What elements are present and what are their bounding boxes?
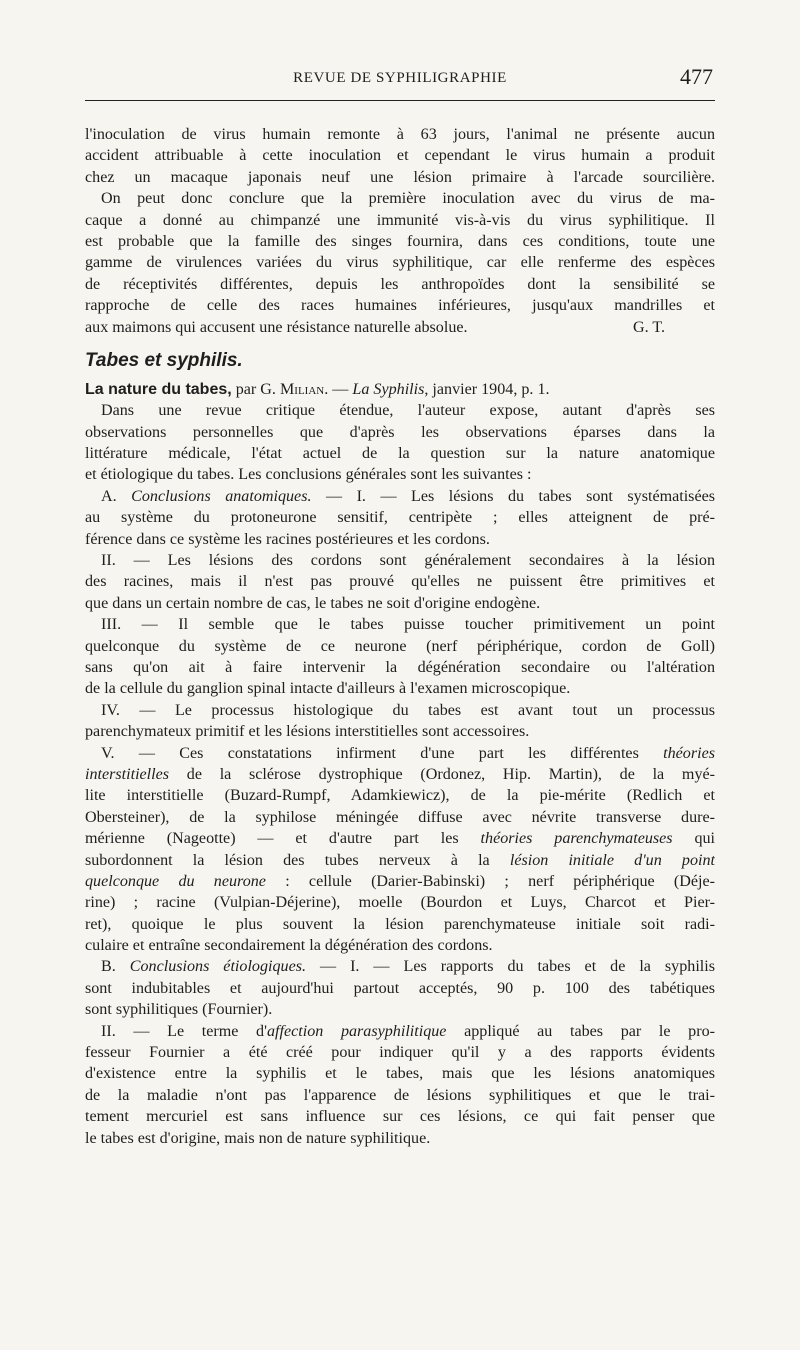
item-v-line <box>85 850 715 871</box>
italic-term: quelconque du neurone <box>85 872 266 890</box>
text-line: fesseur Fournier a été créé pour indiquer qu'il y a des rapports évidents <box>85 1044 715 1062</box>
text-line: Dans une revue critique étendue, l'auteur expose, autant d'après ses <box>101 402 715 420</box>
section-b-line <box>85 956 715 977</box>
text-line: sont indubitables et aujourd'hui partout acceptés, 90 p. 100 des tabétiques <box>85 979 715 997</box>
text-line: que dans un certain nombre de cas, le tabes ne soit d'origine endogène. <box>85 594 541 612</box>
text-line: II. — Les lésions des cordons sont généralement secondaires à la lésion <box>101 552 715 570</box>
article-review <box>85 379 715 1149</box>
italic-term: théories <box>663 744 715 762</box>
text-line: gamme de virulences variées du virus syphilitique, car elle renferme des espèces <box>85 254 715 272</box>
signature: G. T. <box>633 318 666 336</box>
citation-date: , janvier 1904, p. 1. <box>424 380 550 398</box>
page-number: 477 <box>680 64 713 89</box>
citation-dash: . — <box>324 380 353 398</box>
italic-term: affection parasyphilitique <box>266 1022 447 1040</box>
text-line: IV. — Le processus histologique du tabes est avant tout un processus <box>101 701 715 719</box>
text-line: littérature médicale, l'état actuel de la question sur la nature anatomique <box>85 445 715 463</box>
text-fragment: V. — Ces constatations infirment d'une part les différentes <box>101 744 664 762</box>
text-line: sans qu'on ait à faire intervenir la dégénération secondaire ou l'altération <box>85 658 715 676</box>
text-line: et étiologique du tabes. Les conclusions générales sont les suivantes : <box>85 466 532 484</box>
running-title: REVUE DE SYPHILIGRAPHIE <box>293 70 507 86</box>
item-v-line <box>85 764 715 785</box>
text-line-with-signature <box>85 317 715 338</box>
item-v-line <box>85 743 715 764</box>
text-line: au système du protoneurone sensitif, centripète ; elles atteignent de pré- <box>85 509 715 527</box>
section-a-heading: Conclusions anatomiques. <box>131 487 312 505</box>
text-line: quelconque du système de ce neurone (nerf périphérique, cordon de Goll) <box>85 637 715 655</box>
text-line: férence dans ce système les racines postérieures et les cordons. <box>85 530 490 548</box>
text-line: parenchymateux primitif et les lésions interstitielles sont accessoires. <box>85 723 530 741</box>
text-line: chez un macaque japonais neuf une lésion primaire à l'arcade sourcilière. <box>85 168 715 186</box>
journal-name: La Syphilis <box>352 380 425 398</box>
item-b-ii-line <box>85 1021 715 1042</box>
paragraph-inoculation <box>85 124 715 338</box>
text-line: est probable que la famille des singes fournira, dans ces conditions, toute une <box>85 232 715 250</box>
citation-by: par G. <box>231 380 280 398</box>
italic-term: lésion initiale d'un point <box>509 851 715 869</box>
text-line: aux maimons qui accusent une résistance naturelle absolue. <box>85 318 468 336</box>
text-line: accident attribuable à cette inoculation et cependant le virus humain a produit <box>85 147 715 165</box>
text-fragment: appliqué au tabes par le pro- <box>446 1022 715 1040</box>
section-heading: Tabes et syphilis. <box>85 349 243 371</box>
text-fragment: de la sclérose dystrophique (Ordonez, Hip. Martin), de la myé- <box>169 765 715 783</box>
text-line: culaire et entraîne secondairement la dégénération des cordons. <box>85 937 493 955</box>
text-line: sont syphilitiques (Fournier). <box>85 1001 273 1019</box>
header-rule <box>85 100 715 101</box>
text-fragment: qui <box>672 830 715 848</box>
section-b-heading: Conclusions étiologiques. <box>129 958 307 976</box>
italic-term: interstitielles <box>85 765 170 783</box>
text-line: On peut donc conclure que la première inoculation avec du virus de ma- <box>101 190 715 208</box>
page-body <box>85 124 715 1149</box>
text-line: d'existence entre la syphilis et le tabes, mais que les lésions anatomiques <box>85 1065 715 1083</box>
section-a-line <box>85 486 715 507</box>
section-label: A. <box>101 487 132 505</box>
text-line: tement mercuriel est sans influence sur ces lésions, ce qui fait penser que <box>85 1108 715 1126</box>
text-line: rapproche de celle des races humaines inférieures, jusqu'aux mandrilles et <box>85 297 715 315</box>
section-label: B. <box>101 958 130 976</box>
text-fragment: mérienne (Nageotte) — et d'autre part les <box>85 830 481 848</box>
text-line: de la maladie n'ont pas l'apparence de lésions syphilitiques et que le trai- <box>85 1086 715 1104</box>
article-citation <box>85 379 715 400</box>
text-line: Obersteiner), de la syphilose méningée diffuse avec névrite transverse dure- <box>85 808 715 826</box>
text-fragment: — I. — Les lésions du tabes sont systématisées <box>311 487 715 505</box>
text-line: ret), quoique le plus souvent la lésion parenchymateuse initiale soit radi- <box>85 915 715 933</box>
text-fragment: — I. — Les rapports du tabes et de la syphilis <box>306 958 715 976</box>
text-line: lite interstitielle (Buzard-Rumpf, Adamkiewicz), de la pie-mérite (Redlich et <box>85 787 715 805</box>
text-line: de réceptivités différentes, depuis les anthropoïdes dont la sensibilité se <box>85 275 715 293</box>
text-fragment: subordonnent la lésion des tubes nerveux à la <box>85 851 510 869</box>
text-line: rine) ; racine (Vulpian-Déjerine), moelle (Bourdon et Luys, Charcot et Pier- <box>85 894 715 912</box>
text-line: des racines, mais il n'est pas prouvé qu'elles ne puissent être primitives et <box>85 573 715 591</box>
text-line: observations personnelles que d'après les observations éparses dans la <box>85 423 715 441</box>
text-fragment: II. — Le terme d' <box>101 1022 267 1040</box>
article-title: La nature du tabes, <box>85 380 232 398</box>
text-line: de la cellule du ganglion spinal intacte d'ailleurs à l'examen microscopique. <box>85 680 571 698</box>
running-header <box>85 64 715 94</box>
article-author: Milian <box>279 380 325 398</box>
text-line: l'inoculation de virus humain remonte à 63 jours, l'animal ne présente aucun <box>85 126 715 143</box>
item-v-line <box>85 871 715 892</box>
text-fragment: : cellule (Darier-Babinski) ; nerf périphérique (Déje- <box>265 872 715 890</box>
text-line: caque a donné au chimpanzé une immunité vis-à-vis du virus syphilitique. Il <box>85 211 715 229</box>
text-line: le tabes est d'origine, mais non de nature syphilitique. <box>85 1129 431 1147</box>
text-line: III. — Il semble que le tabes puisse toucher primitivement un point <box>101 616 715 634</box>
italic-term: théories parenchymateuses <box>480 830 673 848</box>
item-v-line <box>85 828 715 849</box>
